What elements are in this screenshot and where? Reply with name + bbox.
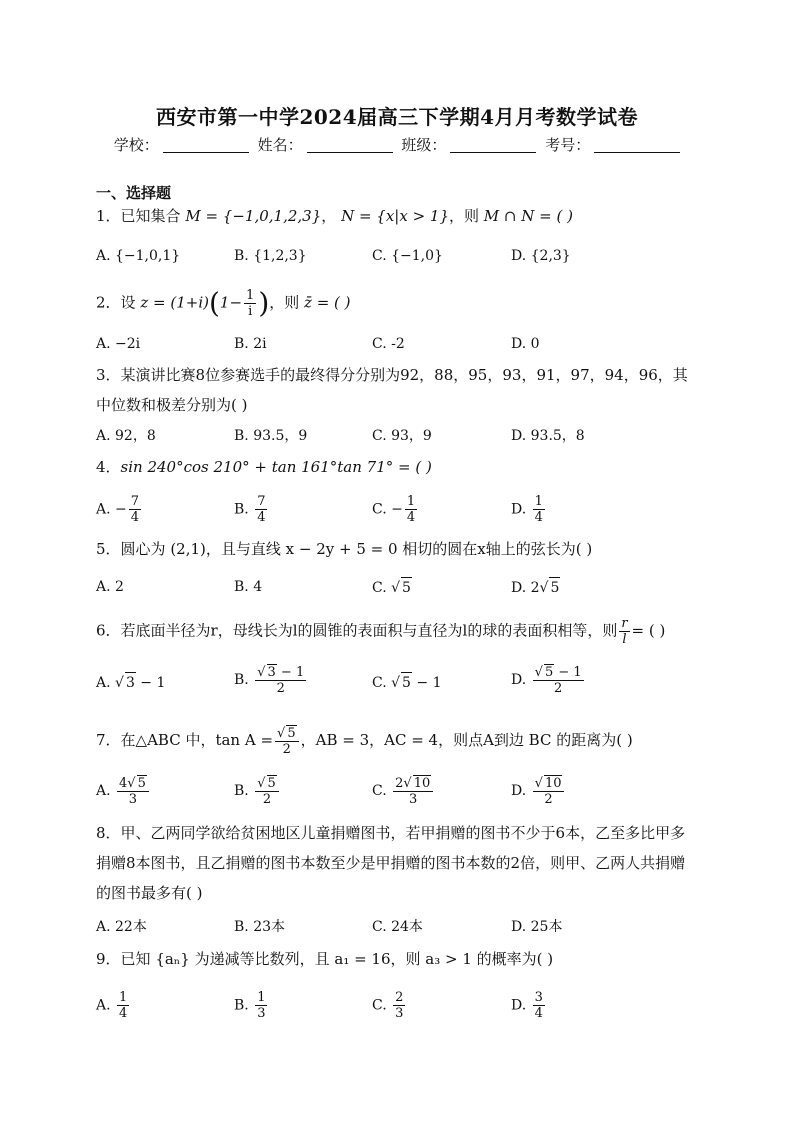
option-label: C. bbox=[372, 580, 392, 596]
radicand: 5 bbox=[287, 726, 296, 741]
numerator: 3 bbox=[534, 990, 543, 1005]
option-a: A. 92，8 bbox=[96, 428, 156, 444]
option-c bbox=[372, 990, 407, 1021]
name-label: 姓名： bbox=[257, 136, 303, 154]
option-b: B. 23本 bbox=[234, 919, 286, 935]
question-text: 在△ABC 中，tan A = bbox=[120, 731, 274, 749]
math-expr: − 1 bbox=[276, 665, 305, 680]
denominator: 4 bbox=[406, 510, 416, 525]
numerator: 1 bbox=[406, 494, 416, 509]
option-label: A. bbox=[96, 997, 116, 1014]
option-c bbox=[372, 494, 419, 525]
class-blank bbox=[450, 138, 536, 153]
question-text: ， bbox=[321, 207, 337, 225]
option-b: B. 4 bbox=[234, 579, 263, 595]
question-text: 设 bbox=[120, 293, 136, 312]
option-a bbox=[96, 990, 131, 1021]
radicand: 5 bbox=[549, 577, 560, 598]
option-b bbox=[234, 664, 308, 696]
numerator: 1 bbox=[257, 990, 266, 1005]
option-a: A. 2 bbox=[96, 579, 124, 595]
math-expr: N = {x|x > 1} bbox=[341, 207, 449, 225]
radicand: 10 bbox=[413, 776, 431, 791]
numerator: r bbox=[621, 616, 628, 631]
denominator: 2 bbox=[282, 742, 291, 757]
fraction bbox=[255, 990, 267, 1021]
question-6 bbox=[96, 616, 665, 647]
math-expr: z = (1+i) bbox=[140, 293, 209, 312]
denominator: 2 bbox=[276, 681, 285, 696]
name-blank bbox=[307, 138, 393, 153]
numerator: 1 bbox=[119, 990, 128, 1005]
numerator: √ 5 bbox=[255, 775, 279, 792]
section-heading: 一、选择题 bbox=[96, 184, 172, 202]
option-label: D. 2 bbox=[511, 580, 540, 596]
school-blank bbox=[163, 138, 249, 153]
fraction bbox=[117, 990, 129, 1021]
question-text: 甲、乙两同学欲给贫困地区儿童捐赠图书，若甲捐赠的图书不少于6本，乙至多比甲多捐赠8本图书，且乙捐赠的图书本数至少是甲捐赠的图书本数的2倍，则甲、乙两人共捐赠的图书最多有( ) bbox=[96, 824, 686, 902]
fraction bbox=[619, 616, 629, 647]
question-2 bbox=[96, 288, 351, 319]
option-label: D. bbox=[511, 783, 531, 799]
school-label: 学校： bbox=[113, 136, 159, 154]
denominator: 4 bbox=[119, 1006, 128, 1021]
numerator: 2√ 10 bbox=[393, 775, 433, 792]
option-label: B. bbox=[234, 501, 254, 518]
question-number: 1． bbox=[96, 207, 121, 225]
fraction bbox=[533, 990, 545, 1021]
option-d: D. {2,3} bbox=[511, 248, 571, 264]
numerator: 1 bbox=[534, 494, 543, 509]
option-c bbox=[372, 775, 435, 807]
question-number: 3． bbox=[96, 366, 121, 384]
coefficient: 4 bbox=[119, 776, 128, 791]
option-b: B. 93.5，9 bbox=[234, 428, 308, 444]
option-a: A. √ 3 − 1 bbox=[96, 672, 165, 693]
denominator: 3 bbox=[257, 1006, 266, 1021]
option-label: A. bbox=[96, 783, 116, 799]
id-blank bbox=[594, 138, 680, 153]
option-a bbox=[96, 775, 151, 807]
question-text: 若底面半径为r，母线长为l的圆锥的表面积与直径为l的球的表面积相等，则 bbox=[120, 621, 618, 640]
question-7 bbox=[96, 725, 633, 757]
numerator: 1 bbox=[246, 288, 255, 303]
option-d bbox=[511, 494, 547, 525]
question-3 bbox=[96, 360, 696, 420]
question-5 bbox=[96, 538, 592, 560]
option-d: D. 2√ 5 bbox=[511, 577, 560, 598]
option-c: C. -2 bbox=[372, 336, 405, 352]
math-expr: − 1 bbox=[554, 665, 582, 680]
option-a: A. −2i bbox=[96, 336, 141, 352]
fraction bbox=[255, 775, 279, 807]
question-number: 7． bbox=[96, 731, 121, 749]
radicand: 10 bbox=[544, 776, 562, 791]
option-b: B. 2i bbox=[234, 336, 267, 352]
fraction bbox=[405, 494, 417, 525]
page-title: 西安市第一中学2024届高三下学期4月月考数学试卷 bbox=[155, 105, 639, 129]
question-number: 6． bbox=[96, 621, 121, 640]
question-4 bbox=[96, 456, 432, 478]
numerator: √ 5 bbox=[275, 725, 299, 742]
fraction bbox=[533, 775, 565, 807]
numerator: √ 10 bbox=[533, 775, 565, 792]
math-expr: 1− bbox=[219, 293, 243, 312]
option-label: C. bbox=[372, 997, 392, 1014]
option-label: C. − bbox=[372, 501, 403, 518]
question-text: = ( ) bbox=[631, 621, 666, 640]
option-a: A. {−1,0,1} bbox=[96, 248, 181, 264]
option-d: D. 93.5，8 bbox=[511, 428, 585, 444]
question-8 bbox=[96, 818, 696, 908]
radicand: 5 bbox=[544, 665, 554, 680]
left-paren-icon: ( bbox=[208, 286, 220, 320]
question-text: ，AB = 3，AC = 4，则点A到边 BC 的距离为( ) bbox=[300, 731, 633, 749]
option-label: D. bbox=[511, 501, 531, 518]
question-number: 5． bbox=[96, 540, 121, 558]
denominator: 2 bbox=[554, 681, 563, 696]
class-label: 班级： bbox=[401, 136, 447, 154]
math-expr: − 1 bbox=[135, 675, 166, 691]
math-expr: M = {−1,0,1,2,3} bbox=[185, 207, 322, 225]
math-expr: sin 240°cos 210° + tan 161°tan 71° = ( ) bbox=[120, 458, 432, 476]
question-text: 圆心为 (2,1)，且与直线 x − 2y + 5 = 0 相切的圆在x轴上的弦长为( ) bbox=[120, 540, 593, 558]
option-label: C. bbox=[372, 783, 392, 799]
denominator: 4 bbox=[534, 510, 543, 525]
option-label: D. bbox=[511, 672, 531, 688]
option-label: A. − bbox=[96, 501, 127, 518]
denominator: l bbox=[622, 632, 627, 647]
question-number: 8． bbox=[96, 824, 121, 842]
fraction bbox=[117, 775, 149, 807]
math-expr: z̄ = ( ) bbox=[304, 293, 351, 312]
denominator: 3 bbox=[395, 1006, 404, 1021]
question-text: 已知 {aₙ} 为递减等比数列，且 a₁ = 16，则 a₃ > 1 的概率为( ) bbox=[120, 950, 554, 968]
option-b: B. {1,2,3} bbox=[234, 248, 307, 264]
option-label: B. bbox=[234, 997, 254, 1014]
question-text: ，则 bbox=[269, 293, 300, 312]
numerator: 7 bbox=[257, 494, 266, 509]
coefficient: 2 bbox=[395, 776, 404, 791]
denominator: 2 bbox=[544, 792, 553, 807]
fraction bbox=[244, 288, 256, 319]
question-text: 已知集合 bbox=[120, 207, 181, 225]
denominator: 4 bbox=[130, 510, 140, 525]
math-expr: M ∩ N = ( ) bbox=[483, 207, 573, 225]
fraction bbox=[393, 990, 405, 1021]
option-a: A. 22本 bbox=[96, 919, 147, 935]
question-number: 9． bbox=[96, 950, 121, 968]
question-text: 某演讲比赛8位参赛选手的最终得分分别为92，88，95，93，91，97，94，96，其中位数和极差分别为( ) bbox=[96, 366, 688, 414]
numerator: 7 bbox=[130, 494, 140, 509]
fraction bbox=[255, 494, 267, 525]
option-d bbox=[511, 664, 586, 696]
denominator: 4 bbox=[257, 510, 266, 525]
denominator: i bbox=[248, 304, 253, 319]
question-number: 2． bbox=[96, 293, 121, 312]
denominator: 3 bbox=[128, 792, 138, 807]
radicand: 3 bbox=[267, 665, 276, 680]
option-label: A. bbox=[96, 675, 116, 691]
denominator: 2 bbox=[262, 792, 272, 807]
fraction bbox=[533, 494, 545, 525]
option-label: B. bbox=[234, 783, 254, 799]
option-b bbox=[234, 494, 269, 525]
radicand: 3 bbox=[125, 672, 136, 693]
option-d: D. 0 bbox=[511, 336, 540, 352]
right-paren-icon: ) bbox=[258, 286, 270, 320]
fraction bbox=[255, 664, 306, 696]
numerator: √ 5 − 1 bbox=[534, 665, 582, 680]
option-label: B. bbox=[234, 672, 254, 688]
option-d: D. 25本 bbox=[511, 919, 563, 935]
id-label: 考号： bbox=[545, 136, 591, 154]
option-c: C. 93，9 bbox=[372, 428, 432, 444]
numerator: √ 3 − 1 bbox=[257, 665, 305, 680]
radicand: 5 bbox=[401, 577, 412, 598]
option-d bbox=[511, 990, 547, 1021]
option-b bbox=[234, 990, 269, 1021]
student-info-row bbox=[0, 134, 794, 155]
option-label: C. bbox=[372, 675, 392, 691]
option-c: C. √ 5 − 1 bbox=[372, 672, 442, 693]
option-c: C. {−1,0} bbox=[372, 248, 443, 264]
question-number: 4． bbox=[96, 458, 121, 476]
fraction bbox=[129, 494, 141, 525]
radicand: 5 bbox=[401, 672, 412, 693]
option-d bbox=[511, 775, 566, 807]
option-a bbox=[96, 494, 143, 525]
fraction bbox=[533, 664, 584, 696]
numerator: 2 bbox=[395, 990, 404, 1005]
question-text: ，则 bbox=[449, 207, 480, 225]
option-label: D. bbox=[511, 997, 531, 1014]
numerator: 4√ 5 bbox=[117, 775, 149, 792]
option-c: C. 24本 bbox=[372, 919, 423, 935]
math-expr: − 1 bbox=[411, 675, 442, 691]
radicand: 5 bbox=[137, 776, 146, 791]
fraction bbox=[275, 725, 299, 757]
question-1 bbox=[96, 205, 573, 227]
denominator: 3 bbox=[409, 792, 418, 807]
radicand: 5 bbox=[267, 776, 276, 791]
denominator: 4 bbox=[534, 1006, 543, 1021]
option-c: C. √ 5 bbox=[372, 577, 412, 598]
question-9 bbox=[96, 948, 553, 970]
option-b bbox=[234, 775, 281, 807]
fraction bbox=[393, 775, 433, 807]
